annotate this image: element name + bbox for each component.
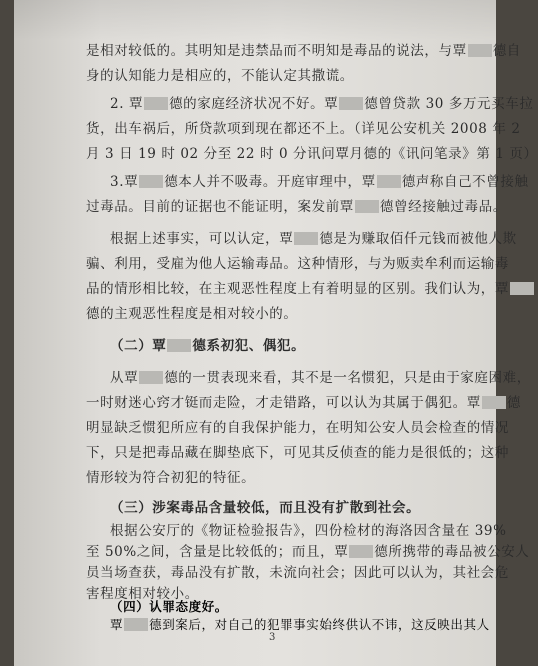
text-line-3: 2. 覃 德的家庭经济状况不好。覃 德曾贷款 30 多万元买车拉 xyxy=(110,96,534,112)
redaction-mark xyxy=(294,232,318,245)
text-line-12: 从覃 德的一贯表现来看，其不是一名惯犯，只是由于家庭困难， xyxy=(110,370,531,386)
section-heading-2: （二）覃 德系初犯、偶犯。 xyxy=(110,338,306,354)
section-heading-4: （四）认罪态度好。 xyxy=(110,599,228,614)
redaction-mark xyxy=(144,97,168,110)
text-line-19: 员当场查获，毒品没有扩散，未流向社会；因此可以认为，其社会危 xyxy=(86,565,509,581)
redaction-mark xyxy=(167,339,191,352)
text-line-9: 骗、利用，受雇为他人运输毒品。这种情形，与为贩卖牟利而运输毒 xyxy=(86,256,509,272)
redaction-mark xyxy=(482,396,506,409)
text-line-20: 害程度相对较小。 xyxy=(86,586,199,602)
page-number: 3 xyxy=(269,632,276,643)
text-line-2: 身的认知能力是相应的，不能认定其撒谎。 xyxy=(86,68,354,84)
text-line-16: 情形较为符合初犯的特征。 xyxy=(86,470,256,486)
section-heading-3: （三）涉案毒品含量较低，而且没有扩散到社会。 xyxy=(110,500,421,516)
text-line-4: 货，出车祸后，所贷款项到现在都还不上。（详见公安机关 2008 年 2 xyxy=(86,121,521,137)
redaction-mark xyxy=(355,200,379,213)
text-line-11: 德的主观恶性程度是相对较小的。 xyxy=(86,306,298,322)
redaction-mark xyxy=(510,282,534,295)
text-line-6: 3.覃 德本人并不吸毒。开庭审理中，覃 德声称自己不曾接触 xyxy=(110,174,529,190)
text-line-5: 月 3 日 19 时 02 分至 22 时 0 分讯问覃月德的《讯问笔录》第 1 页） xyxy=(86,146,538,162)
redaction-mark xyxy=(377,175,401,188)
redaction-mark xyxy=(124,618,148,631)
redaction-mark xyxy=(339,97,363,110)
redaction-mark xyxy=(139,175,163,188)
redaction-mark xyxy=(349,545,373,558)
redaction-mark xyxy=(468,44,492,57)
redaction-mark xyxy=(139,371,163,384)
text-line-17: 根据公安厅的《物证检验报告》，四份检材的海洛因含量在 39% xyxy=(110,523,507,539)
text-line-10: 品的情形相比较，在主观恶性程度上有着明显的区别。我们认为，覃 xyxy=(86,278,466,300)
page-shadow xyxy=(14,0,496,40)
text-line-1: 是相对较低的。其明知是违禁品而不明知是毒品的说法，与覃 德自 xyxy=(86,43,521,59)
text-line-21: 覃 德到案后，对自己的犯罪事实始终供认不讳，这反映出其人 xyxy=(110,617,490,632)
text-line-8: 根据上述事实，可以认定，覃 德是为赚取佰仟元钱而被他人欺 xyxy=(110,231,517,247)
text-line-7: 过毒品。目前的证据也不能证明，案发前覃 德曾经接触过毒品。 xyxy=(86,199,507,215)
text-line-14: 明显缺乏惯犯所应有的自我保护能力，在明知公安人员会检查的情况 xyxy=(86,420,509,436)
text-line-13: 一时财迷心窍才铤而走险，才走错路，可以认为其属于偶犯。覃 德 xyxy=(86,395,521,411)
text-line-18: 至 50%之间，含量是比较低的；而且，覃 德所携带的毒品被公安人 xyxy=(86,544,530,560)
document-page xyxy=(14,0,538,666)
text-line-15: 下，只是把毒品藏在脚垫底下，可见其反侦查的能力是很低的；这种 xyxy=(86,445,509,461)
